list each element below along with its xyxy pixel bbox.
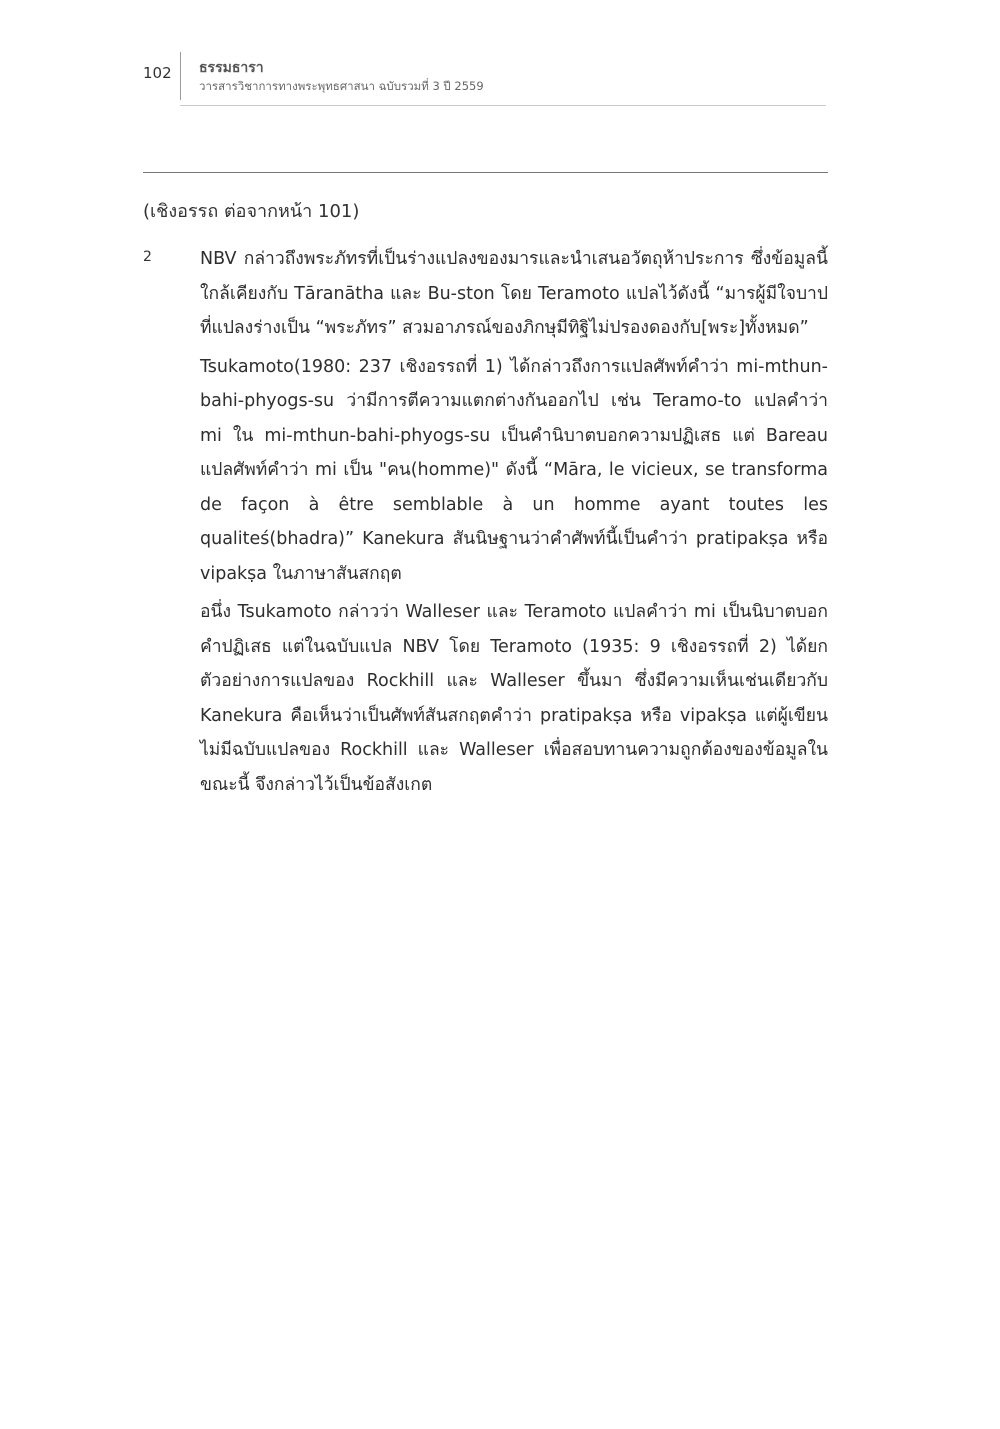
- footnote-body: [200, 242, 828, 806]
- footnote-paragraph: อนึ่ง Tsukamoto กล่าวว่า Walleser และ Teramoto แปลคำว่า mi เป็นนิบาตบอกคำปฏิเสธ แต่ในฉบับแปล NBV โดย Teramoto (1935: 9 เชิงอรรถที่ 2) ได้ยกตัวอย่างการแปลของ Rockhill และ Walleser ขึ้นมา ซึ่งมีความเห็นเช่นเดียวกับ Kanekura คือเห็นว่าเป็นศัพท์สันสกฤตคำว่า pratipakṣa หรือ vipakṣa แต่ผู้เขียนไม่มีฉบับแปลของ Rockhill และ Walleser เพื่อสอบทานความถูกต้องของข้อมูลในขณะนี้ จึงกล่าวไว้เป็นข้อสังเกต: [200, 602, 828, 795]
- footnote-paragraph: NBV กล่าวถึงพระภัทรที่เป็นร่างแปลงของมารและนำเสนอวัตถุห้าประการ ซึ่งข้อมูลนี้ใกล้เคียงกับ Tāranātha และ Bu-ston โดย Teramoto แปลไว้ดังนี้ “มารผู้มีใจบาปที่แปลงร่างเป็น “พระภัทร” สวมอาภรณ์ของภิกษุมีทิฐิไม่ปรองดองกับ[พระ]ทั้งหมด”: [200, 249, 828, 338]
- journal-title: ธรรมธารา: [199, 60, 264, 76]
- header-divider: [180, 52, 181, 100]
- footnote-rule: [143, 172, 828, 173]
- journal-subtitle: วารสารวิชาการทางพระพุทธศาสนา ฉบับรวมที่ 3 ปี 2559: [199, 79, 484, 93]
- footnote-number: 2: [143, 249, 152, 265]
- page-number: 102: [143, 64, 172, 82]
- footnote-continuation-label: (เชิงอรรถ ต่อจากหน้า 101): [143, 201, 360, 222]
- header-rule: [180, 105, 826, 106]
- footnote-paragraph: Tsukamoto(1980: 237 เชิงอรรถที่ 1) ได้กล่าวถึงการแปลศัพท์คำว่า mi-mthun-bahi-phyogs-su ว่ามีการตีความแตกต่างกันออกไป เช่น Teramo-to แปลคำว่า mi ใน mi-mthun-bahi-phyogs-su เป็นคำนิบาตบอกความปฏิเสธ แต่ Bareau แปลศัพท์คำว่า mi เป็น "คน(homme)" ดังนี้ “Māra, le vicieux, se transforma de façon à être semblable à un homme ayant toutes les qualiteś(bhadra)” Kanekura สันนิษฐานว่าคำศัพท์นี้เป็นคำว่า pratipakṣa หรือ vipakṣa ในภาษาสันสกฤต: [200, 356, 828, 584]
